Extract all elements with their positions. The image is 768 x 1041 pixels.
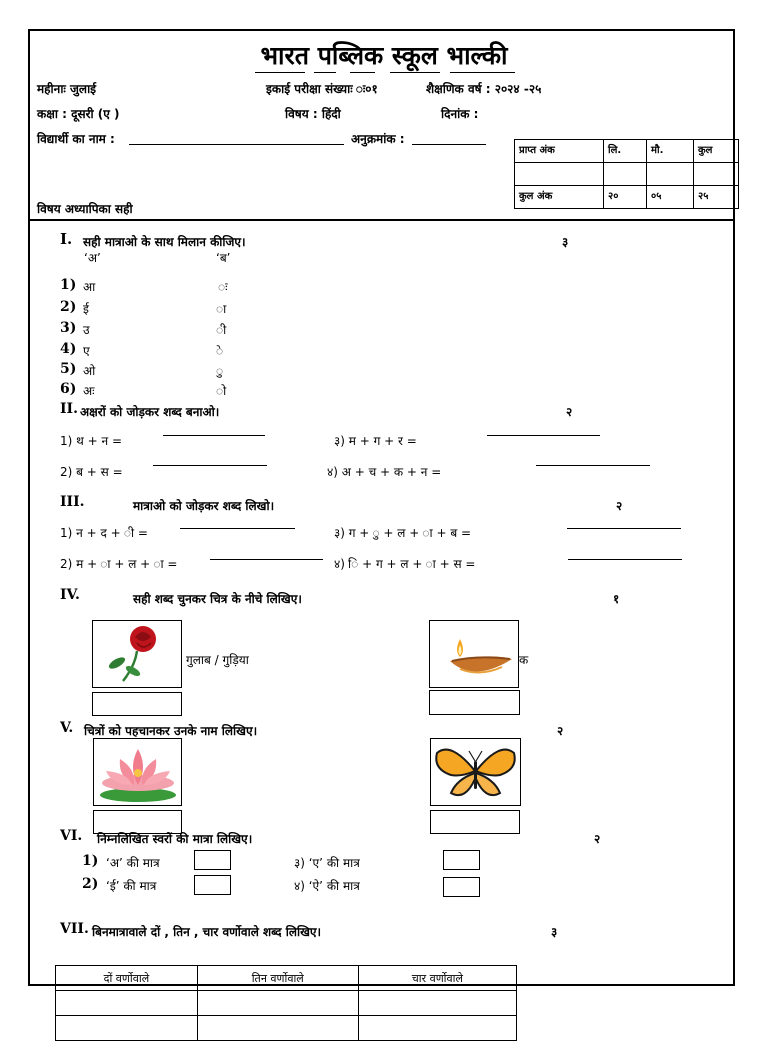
q1-item-a: ए [83, 344, 90, 358]
q1-marks: ३ [562, 235, 569, 249]
q3-item: ४) ि + ग + ल + ा + स = [334, 557, 476, 571]
q1-item-number: 6) [60, 381, 77, 397]
exam-number: इकाई परीक्षा संख्याः ः०१ [266, 82, 378, 96]
q1-number: I. [60, 230, 73, 248]
q7-marks: ३ [551, 925, 558, 939]
q1-item-a: ई [83, 302, 89, 316]
q5-text: चित्रों को पहचानकर उनके नाम लिखिए। [84, 724, 258, 738]
marks-cell[interactable] [604, 163, 647, 186]
q4-marks: १ [613, 592, 620, 606]
q3-item: 2) म + ा + ल + ा = [60, 557, 178, 571]
q4-answer-box[interactable] [429, 690, 520, 715]
title-underline [350, 72, 375, 73]
q1-item-number: 3) [60, 320, 77, 336]
student-name-label: विद्यार्थी का नाम : [37, 132, 115, 146]
q6-item-number: 1) [82, 853, 99, 869]
title-underline [314, 72, 336, 73]
q6-marks: २ [594, 832, 601, 846]
marks-cell: कुल अंक [515, 186, 604, 209]
q6-answer-box[interactable] [194, 850, 231, 870]
month-label: महीनाः जुलाई [37, 82, 97, 96]
q7-answer-cell[interactable] [56, 1016, 198, 1041]
q6-item: ‘ई’ की मात्र [106, 879, 157, 893]
q1-item-b: ी [216, 323, 227, 337]
q7-column-header: तिन वर्णोवाले [197, 966, 358, 991]
q2-answer-line[interactable] [153, 465, 267, 466]
q4-number: IV. [60, 587, 80, 603]
q1-item-number: 1) [60, 277, 77, 293]
marks-table [514, 139, 739, 209]
class-label: कक्षा : दूसरी (ए ) [37, 107, 120, 121]
q4-text: सही शब्द चुनकर चित्र के नीचे लिखिए। [133, 592, 302, 606]
q2-answer-line[interactable] [163, 435, 265, 436]
q1-item-a: आ [83, 280, 96, 294]
q1-item-number: 4) [60, 341, 77, 357]
q7-answer-cell[interactable] [358, 1016, 516, 1041]
q3-item: ३) ग + ु + ल + ा + ब = [334, 526, 472, 540]
q3-answer-line[interactable] [210, 559, 323, 560]
lotus-picture [93, 738, 182, 806]
q3-marks: २ [616, 499, 623, 513]
q2-answer-line[interactable] [536, 465, 650, 466]
q5-answer-box[interactable] [430, 810, 520, 834]
q1-item-b: ो [216, 384, 227, 398]
q5-marks: २ [557, 724, 564, 738]
q4-options: गुलाब / गुड़िया [186, 653, 249, 667]
marks-cell: लि. [604, 140, 647, 163]
q2-item: 1) थ + न = [60, 434, 123, 448]
q6-text: निम्नलिखित स्वरों की मात्रा लिखिए। [97, 832, 253, 846]
q6-item-number: 2) [82, 876, 99, 892]
q2-item: ४) अ + च + क + न = [327, 465, 442, 479]
marks-cell[interactable] [515, 163, 604, 186]
lotus-icon [94, 739, 181, 805]
q2-text: अक्षरों को जोड़कर शब्द बनाओ। [80, 405, 220, 419]
q1-item-number: 2) [60, 299, 77, 315]
student-name-line[interactable] [129, 144, 344, 145]
q7-answer-cell[interactable] [56, 991, 198, 1016]
q7-answer-cell[interactable] [358, 991, 516, 1016]
q1-text: सही मात्राओ के साथ मिलान कीजिए। [83, 235, 246, 249]
diya-icon [430, 621, 518, 687]
q1-col-a: ‘अ’ [84, 251, 101, 265]
butterfly-icon [431, 739, 520, 805]
q3-number: III. [60, 494, 85, 510]
q2-item: ३) म + ग + र = [334, 434, 417, 448]
q7-words-table [55, 965, 517, 1041]
q1-item-b: ु [216, 364, 224, 378]
q2-item: 2) ब + स = [60, 465, 123, 479]
header-divider [30, 219, 733, 221]
q6-number: VI. [60, 828, 83, 844]
q1-item-number: 5) [60, 361, 77, 377]
q1-item-a: अः [83, 384, 95, 398]
q7-number: VII. [60, 921, 89, 937]
butterfly-picture [430, 738, 521, 806]
q3-answer-line[interactable] [180, 528, 295, 529]
lamp-picture [429, 620, 519, 688]
q1-item-b: ः [218, 280, 228, 294]
marks-cell: कुल [694, 140, 739, 163]
q3-text: मात्राओ को जोड़कर शब्द लिखो। [133, 499, 275, 513]
q2-number: II. [60, 401, 78, 417]
q1-item-b: ा [216, 302, 227, 316]
academic-year: शैक्षणिक वर्ष : २०२४ -२५ [426, 82, 542, 96]
q6-item: ३) ‘ए’ की मात्र [294, 856, 360, 870]
marks-cell: मौ. [647, 140, 694, 163]
marks-cell: ०५ [647, 186, 694, 209]
q6-item: ‘अ’ की मात्र [106, 856, 160, 870]
q7-column-header: चार वर्णोवाले [358, 966, 516, 991]
q4-answer-box[interactable] [92, 692, 182, 716]
q1-item-a: उ [83, 323, 90, 337]
roll-number-line[interactable] [412, 144, 486, 145]
q1-item-b: े [216, 344, 224, 358]
marks-cell: २० [604, 186, 647, 209]
q6-item: ४) ‘ऐ’ की मात्र [294, 879, 360, 893]
school-title: भारत पब्लिक स्कूल भाल्की [260, 41, 508, 70]
q1-item-a: ओ [83, 364, 96, 378]
q1-col-b: ‘ब’ [216, 251, 231, 265]
rose-picture [92, 620, 182, 688]
q7-text: बिनमात्रावाले दों , तिन , चार वर्णोवाले शब्द लिखिए। [92, 925, 322, 939]
title-underline [390, 72, 440, 73]
q2-answer-line[interactable] [487, 435, 600, 436]
q7-column-header: दों वर्णोवाले [56, 966, 198, 991]
q3-answer-line[interactable] [568, 559, 682, 560]
q3-answer-line[interactable] [567, 528, 681, 529]
subject-label: विषय : हिंदी [285, 107, 341, 121]
marks-cell: प्राप्त अंक [515, 140, 604, 163]
rose-icon [93, 621, 181, 687]
title-underline [450, 72, 515, 73]
marks-cell: २५ [694, 186, 739, 209]
marks-cell[interactable] [647, 163, 694, 186]
title-underline [255, 72, 305, 73]
q3-item: 1) न + द + ी = [60, 526, 148, 540]
q4-option-2: क [519, 653, 529, 667]
date-label: दिनांक : [441, 107, 479, 121]
q7-answer-cell[interactable] [197, 1016, 358, 1041]
teacher-sign-label: विषय अध्यापिका सही [37, 202, 133, 216]
marks-cell[interactable] [694, 163, 739, 186]
q6-answer-box[interactable] [443, 850, 480, 870]
q2-marks: २ [566, 405, 573, 419]
q6-answer-box[interactable] [443, 877, 480, 897]
q6-answer-box[interactable] [194, 875, 231, 895]
roll-number-label: अनुक्रमांक : [351, 132, 405, 146]
q7-answer-cell[interactable] [197, 991, 358, 1016]
q5-number: V. [60, 720, 74, 736]
